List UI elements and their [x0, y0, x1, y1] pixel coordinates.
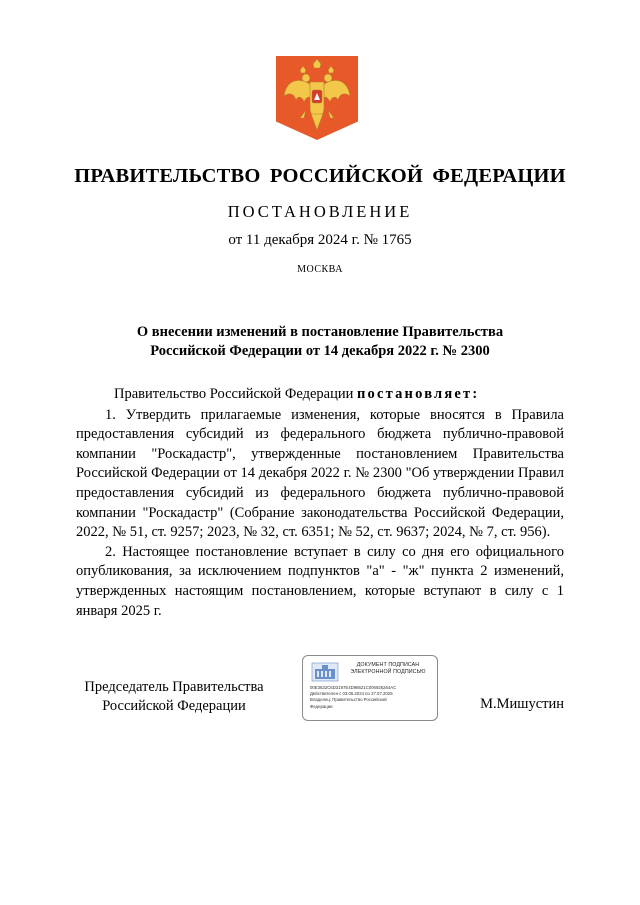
- signer-position-line-1: Председатель Правительства: [84, 679, 264, 695]
- signer-position-line-2: Российской Федерации: [102, 698, 246, 714]
- intro-text: Правительство Российской Федерации: [114, 386, 354, 402]
- signer-position: [76, 678, 272, 716]
- stamp-validity: Действителен с 03.05.2024 по 27.07.2025: [310, 691, 393, 697]
- stamp-certificate: 00E3632C6D3197E4D98621C006926264AC: [310, 685, 397, 690]
- stamp-owner-line-1: Владелец: Правительство Российской: [310, 697, 387, 703]
- organization-heading: ПРАВИТЕЛЬСТВО РОССИЙСКОЙ ФЕДЕРАЦИИ: [74, 165, 566, 187]
- paragraph-2: 2. Настоящее постановление вступает в силу со дня его официального опубликования, за исключением подпунктов "а" - "ж" пункта 2 изменений, утвержденных настоящим постановлением, которые вступают в силу с 1 января 2025 г.: [76, 543, 564, 619]
- paragraph-1: 1. Утвердить прилагаемые изменения, которые вносятся в Правила предоставления субсидий из федерального бюджета публично-правовой компании "Роскадастр", утвержденные постановлением Правительства Российской Федерации от 14 декабря 2022 г. № 2300 "Об утверждении Правил предоставления субсидий из федерального бюджета публично-правовой компании "Роскадастр" (Собрание законодательства Российской Федерации, 2022, № 51, ст. 9257; 2023, № 32, ст. 6351; № 52, ст. 9637; 2024, № 7, ст. 956).: [76, 406, 564, 541]
- stamp-title-line-1: ДОКУМЕНТ ПОДПИСАН: [356, 662, 420, 668]
- document-body: [76, 385, 564, 621]
- intro-emphasis: постановляет:: [356, 386, 480, 402]
- signer-name: М.Мишустин: [480, 696, 564, 712]
- coat-of-arms-icon: [276, 56, 358, 140]
- document-subject: [80, 323, 560, 361]
- document-city: МОСКВА: [297, 264, 343, 275]
- subject-line-2: Российской Федерации от 14 декабря 2022 г. № 2300: [150, 343, 490, 359]
- intro-paragraph: [76, 385, 564, 405]
- electronic-signature-stamp: [302, 655, 438, 721]
- subject-line-1: О внесении изменений в постановление Правительства: [136, 324, 504, 340]
- stamp-title: [341, 662, 435, 676]
- stamp-details: [310, 685, 436, 710]
- stamp-title-line-2: ЭЛЕКТРОННОЙ ПОДПИСЬЮ: [350, 669, 426, 675]
- document-date-number: от 11 декабря 2024 г. № 1765: [228, 232, 412, 248]
- document-type: ПОСТАНОВЛЕНИЕ: [227, 202, 413, 221]
- government-building-icon: [311, 662, 339, 687]
- stamp-owner-line-2: Федерации: [310, 703, 333, 709]
